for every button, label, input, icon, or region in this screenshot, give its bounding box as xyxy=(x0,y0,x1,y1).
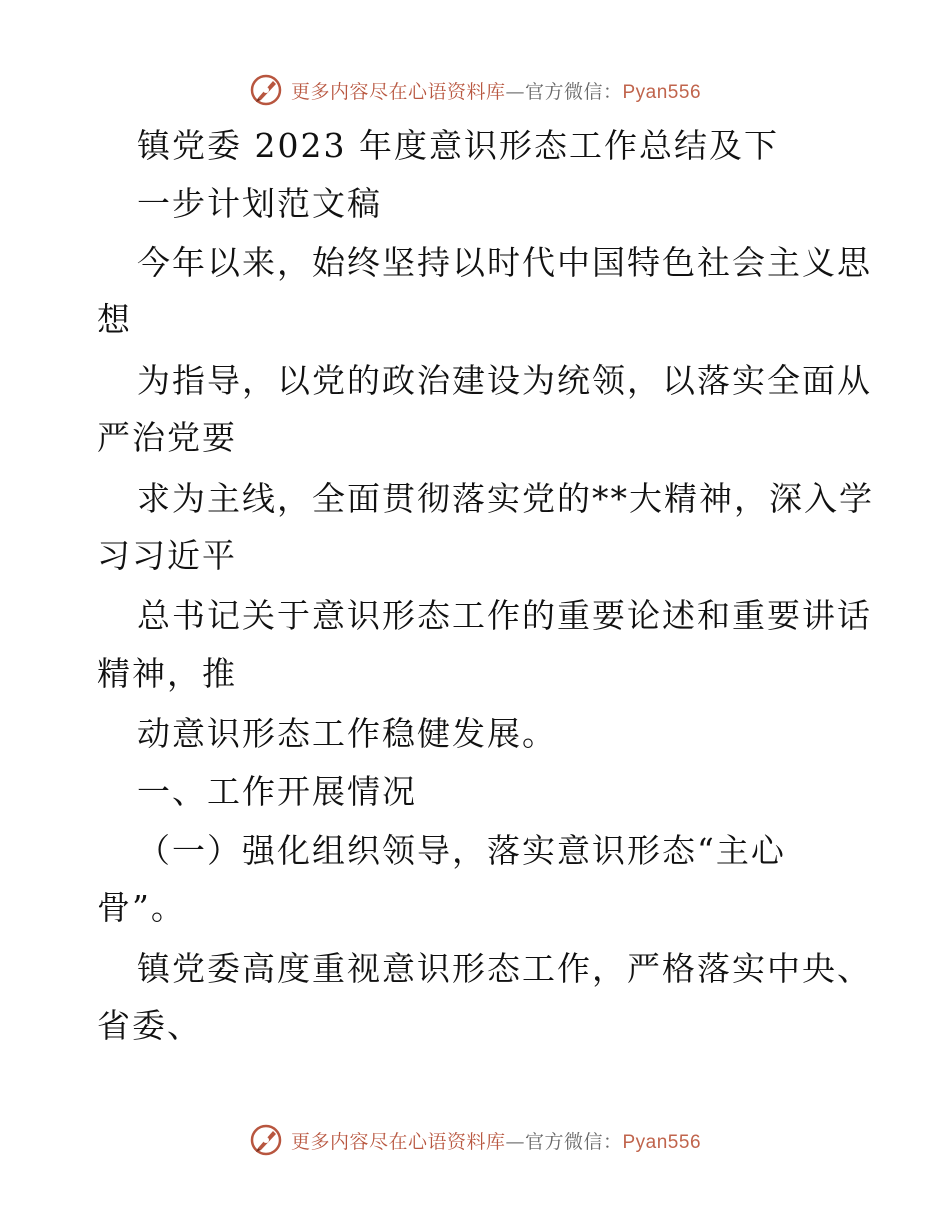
watermark-wechat-id: Pyan556 xyxy=(622,81,702,103)
paragraph-line: 为指导，以党的政治建设为统领，以落实全面从 xyxy=(137,361,872,400)
watermark-brand: 更多内容尽在心语资料库 xyxy=(290,80,506,103)
subsection-heading-line-1: （一）强化组织领导，落实意识形态“主心 xyxy=(137,831,786,870)
watermark-text xyxy=(291,77,701,104)
paragraph-line: 习习近平 xyxy=(97,536,237,575)
paragraph-line: 严治党要 xyxy=(97,418,237,457)
subsection-heading-line-2: 骨”。 xyxy=(97,888,186,927)
paragraph-line: 总书记关于意识形态工作的重要论述和重要讲话 xyxy=(137,596,872,635)
watermark-separator: — xyxy=(505,1130,525,1153)
watermark-wechat-label: 官方微信： xyxy=(524,80,623,103)
section-heading: 一、工作开展情况 xyxy=(137,772,417,811)
paragraph-line: 省委、 xyxy=(97,1006,202,1045)
paragraph-line: 精神，推 xyxy=(97,654,237,693)
pen-circle-logo-icon xyxy=(249,73,283,107)
document-title-line-1: 镇党委 2023 年度意识形态工作总结及下 xyxy=(137,126,779,165)
watermark-text xyxy=(291,1127,701,1154)
paragraph-line: 今年以来，始终坚持以时代中国特色社会主义思 xyxy=(137,243,872,282)
paragraph-line: 镇党委高度重视意识形态工作，严格落实中央、 xyxy=(137,949,872,988)
watermark-wechat-id: Pyan556 xyxy=(622,1131,702,1153)
header-watermark xyxy=(0,70,950,110)
paragraph-line: 求为主线，全面贯彻落实党的**大精神，深入学 xyxy=(137,479,874,518)
paragraph-line: 动意识形态工作稳健发展。 xyxy=(137,714,557,753)
watermark-separator: — xyxy=(505,80,525,103)
footer-watermark xyxy=(0,1120,950,1160)
pen-circle-logo-icon xyxy=(249,1123,283,1157)
document-title-line-2: 一步计划范文稿 xyxy=(137,184,382,223)
paragraph-line: 想 xyxy=(97,300,132,339)
watermark-brand: 更多内容尽在心语资料库 xyxy=(290,1130,506,1153)
watermark-wechat-label: 官方微信： xyxy=(524,1130,623,1153)
